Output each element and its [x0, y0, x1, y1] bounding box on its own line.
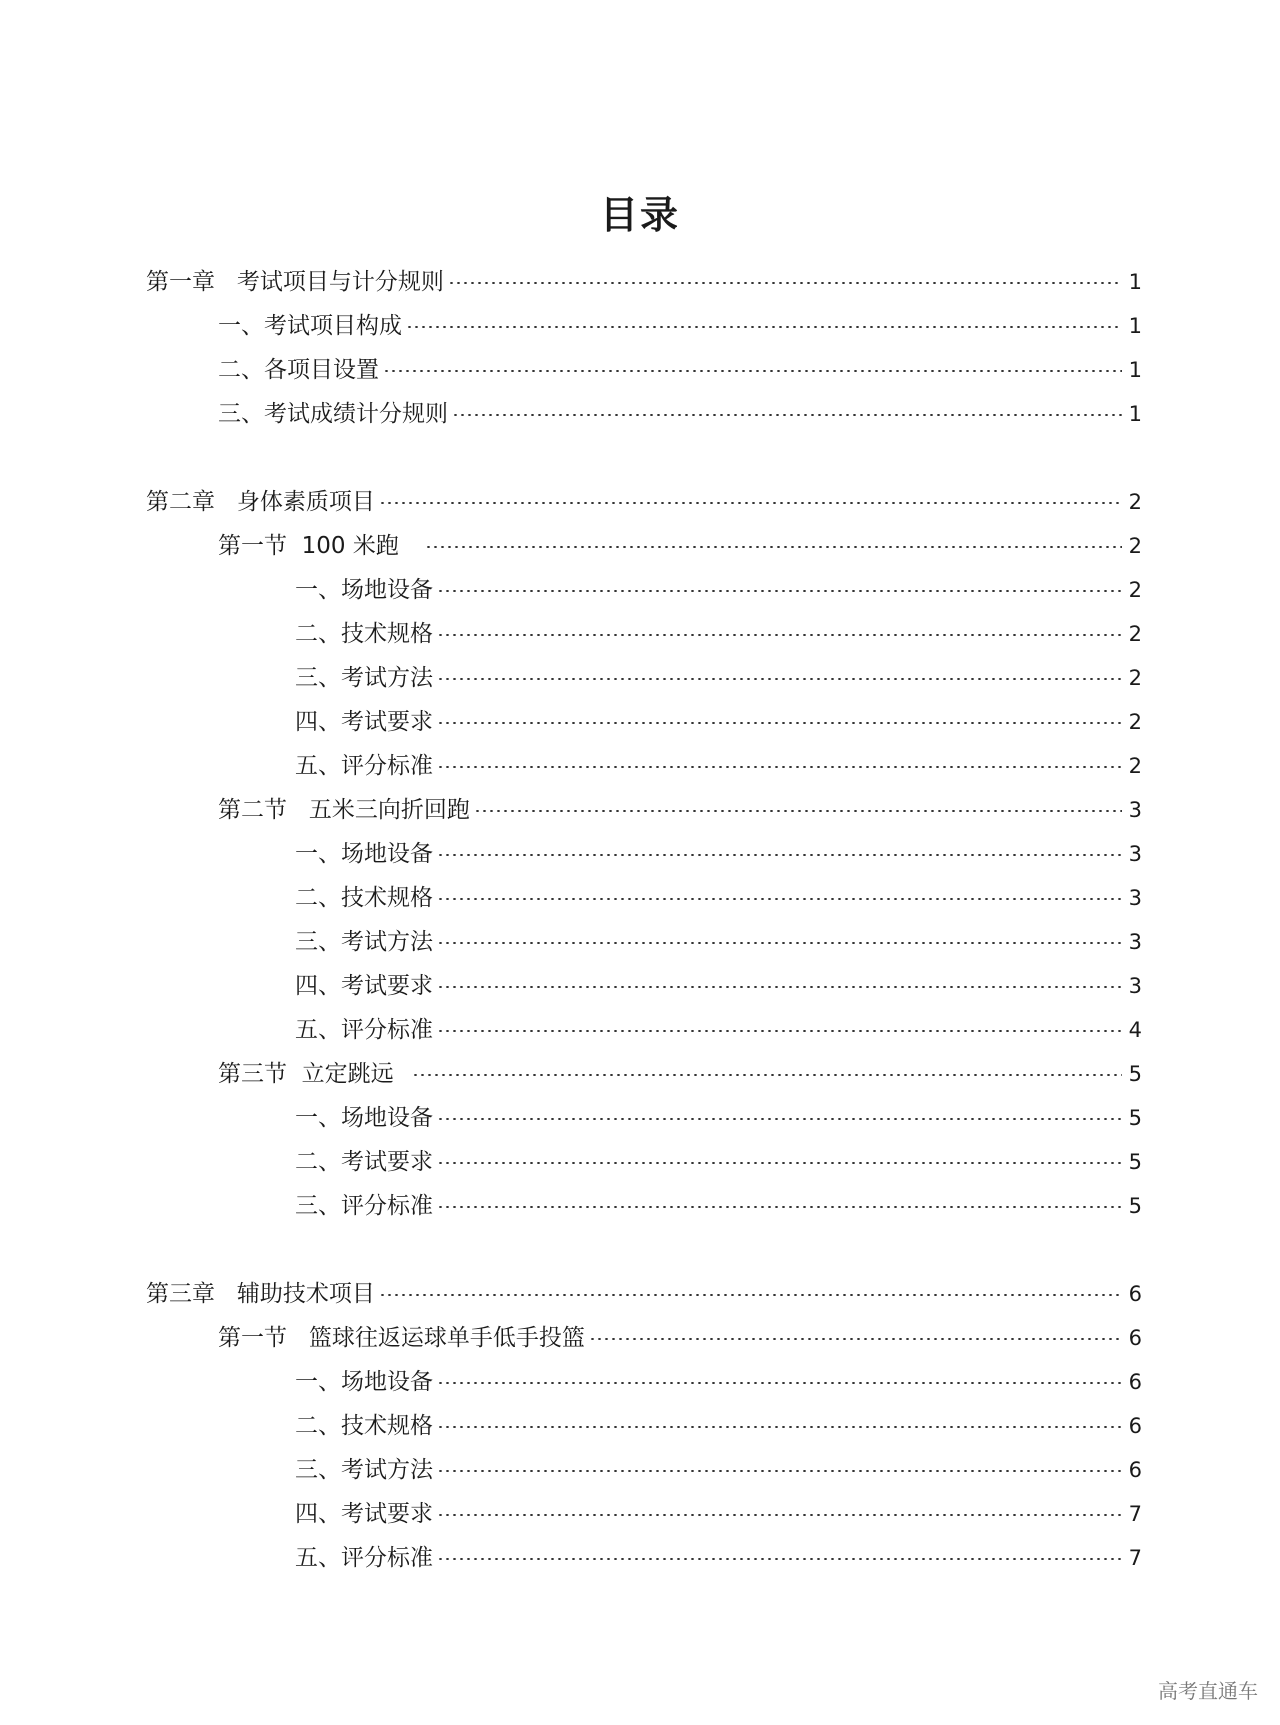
toc-page-number: 5 — [1128, 1150, 1142, 1174]
dot-leader — [379, 502, 1122, 504]
toc-entry-label: 二、技术规格 — [295, 621, 433, 647]
toc-entry-label: 四、考试要求 — [295, 973, 433, 999]
toc-page-number: 1 — [1128, 270, 1142, 294]
toc-entry-label: 二、考试要求 — [295, 1149, 433, 1175]
toc-section[interactable] — [218, 304, 1142, 348]
toc-entry-label: 五、评分标准 — [295, 753, 433, 779]
dot-leader — [437, 766, 1122, 768]
toc-subsection[interactable] — [295, 1448, 1142, 1492]
dot-leader — [437, 678, 1122, 680]
toc-entry-label: 一、场地设备 — [295, 841, 433, 867]
toc-page-number: 6 — [1128, 1458, 1142, 1482]
dot-leader — [437, 1426, 1122, 1428]
toc-subsection[interactable] — [295, 920, 1142, 964]
toc-page-number: 1 — [1128, 358, 1142, 382]
toc-entry-label: 一、考试项目构成 — [218, 313, 402, 339]
toc-subsection[interactable] — [295, 1184, 1142, 1228]
dot-leader — [437, 590, 1122, 592]
toc-section[interactable] — [218, 392, 1142, 436]
toc-section[interactable] — [218, 1052, 1142, 1096]
toc-entry-label: 二、技术规格 — [295, 1413, 433, 1439]
dot-leader — [425, 546, 1122, 548]
toc-page-number: 4 — [1128, 1018, 1142, 1042]
toc-subsection[interactable] — [295, 964, 1142, 1008]
toc-entry-label: 三、考试成绩计分规则 — [218, 401, 448, 427]
dot-leader — [406, 326, 1122, 328]
toc-entry-label: 五、评分标准 — [295, 1545, 433, 1571]
toc-page-number: 2 — [1128, 710, 1142, 734]
toc-entry-label: 五、评分标准 — [295, 1017, 433, 1043]
toc-entry-label: 三、考试方法 — [295, 1457, 433, 1483]
toc-section[interactable] — [218, 1316, 1142, 1360]
toc-page-number: 3 — [1128, 886, 1142, 910]
toc-section[interactable] — [218, 788, 1142, 832]
toc-subsection[interactable] — [295, 1096, 1142, 1140]
toc-page-number: 3 — [1128, 798, 1142, 822]
toc-page-number: 3 — [1128, 930, 1142, 954]
dot-leader — [448, 282, 1122, 284]
dot-leader — [437, 1118, 1122, 1120]
toc-subsection[interactable] — [295, 1492, 1142, 1536]
page-title: 目录 — [599, 193, 680, 237]
toc-entry-label: 一、场地设备 — [295, 1105, 433, 1131]
dot-leader — [437, 1206, 1122, 1208]
toc-page-number: 3 — [1128, 974, 1142, 998]
dot-leader — [437, 1382, 1122, 1384]
toc-section[interactable] — [218, 524, 1142, 568]
toc-entry-label: 第二节 五米三向折回跑 — [218, 797, 470, 823]
toc-entry-label: 三、评分标准 — [295, 1193, 433, 1219]
toc-entry-label: 第一节 篮球往返运球单手低手投篮 — [218, 1325, 585, 1351]
toc-page-number: 5 — [1128, 1106, 1142, 1130]
toc-entry-label: 第二章 身体素质项目 — [146, 489, 375, 515]
toc-subsection[interactable] — [295, 700, 1142, 744]
watermark: 高考直通车 — [1158, 1679, 1258, 1703]
dot-leader — [437, 1162, 1122, 1164]
toc-entry-label: 三、考试方法 — [295, 929, 433, 955]
dot-leader — [437, 854, 1122, 856]
toc-page-number: 7 — [1128, 1502, 1142, 1526]
toc-page-number: 2 — [1128, 578, 1142, 602]
dot-leader — [589, 1338, 1122, 1340]
dot-leader — [379, 1294, 1122, 1296]
toc-chapter[interactable] — [146, 480, 1142, 524]
toc-page-number: 2 — [1128, 490, 1142, 514]
toc-entry-label: 第三章 辅助技术项目 — [146, 1281, 375, 1307]
toc-entry-label: 二、技术规格 — [295, 885, 433, 911]
dot-leader — [383, 370, 1122, 372]
dot-leader — [437, 986, 1122, 988]
toc-subsection[interactable] — [295, 656, 1142, 700]
toc-entry-label: 一、场地设备 — [295, 1369, 433, 1395]
toc-chapter[interactable] — [146, 260, 1142, 304]
dot-leader — [412, 1074, 1122, 1076]
toc-page-number: 6 — [1128, 1414, 1142, 1438]
dot-leader — [474, 810, 1122, 812]
toc-page-number: 2 — [1128, 754, 1142, 778]
toc-page-number: 1 — [1128, 314, 1142, 338]
dot-leader — [437, 634, 1122, 636]
toc-entry-label: 一、场地设备 — [295, 577, 433, 603]
toc-subsection[interactable] — [295, 832, 1142, 876]
toc-entry-label: 四、考试要求 — [295, 709, 433, 735]
dot-leader — [452, 414, 1122, 416]
dot-leader — [437, 1030, 1122, 1032]
toc-page-number: 2 — [1128, 534, 1142, 558]
toc-page-number: 6 — [1128, 1282, 1142, 1306]
toc-page-number: 5 — [1128, 1194, 1142, 1218]
toc-page-number: 2 — [1128, 666, 1142, 690]
toc-page-number: 1 — [1128, 402, 1142, 426]
toc-page-number: 3 — [1128, 842, 1142, 866]
toc-page-number: 5 — [1128, 1062, 1142, 1086]
toc-subsection[interactable] — [295, 1140, 1142, 1184]
toc-subsection[interactable] — [295, 1360, 1142, 1404]
toc-section[interactable] — [218, 348, 1142, 392]
dot-leader — [437, 942, 1122, 944]
toc-subsection[interactable] — [295, 1008, 1142, 1052]
toc-entry-label: 四、考试要求 — [295, 1501, 433, 1527]
toc-entry-label: 二、各项目设置 — [218, 357, 379, 383]
toc-entry-label: 三、考试方法 — [295, 665, 433, 691]
toc-page-number: 2 — [1128, 622, 1142, 646]
toc-subsection[interactable] — [295, 612, 1142, 656]
toc-page-number: 6 — [1128, 1326, 1142, 1350]
toc-entry-label: 第一章 考试项目与计分规则 — [146, 269, 444, 295]
toc-page-number: 7 — [1128, 1546, 1142, 1570]
toc-entry-label: 第三节 立定跳远 — [218, 1061, 409, 1087]
dot-leader — [437, 1558, 1122, 1560]
dot-leader — [437, 722, 1122, 724]
toc-chapter[interactable] — [146, 1272, 1142, 1316]
dot-leader — [437, 1514, 1122, 1516]
toc-subsection[interactable] — [295, 744, 1142, 788]
toc-subsection[interactable] — [295, 876, 1142, 920]
toc-subsection[interactable] — [295, 1536, 1142, 1580]
toc-page-number: 6 — [1128, 1370, 1142, 1394]
toc-entry-label: 第一节 100 米跑 — [218, 533, 421, 559]
dot-leader — [437, 898, 1122, 900]
dot-leader — [437, 1470, 1122, 1472]
toc-subsection[interactable] — [295, 1404, 1142, 1448]
toc-subsection[interactable] — [295, 568, 1142, 612]
